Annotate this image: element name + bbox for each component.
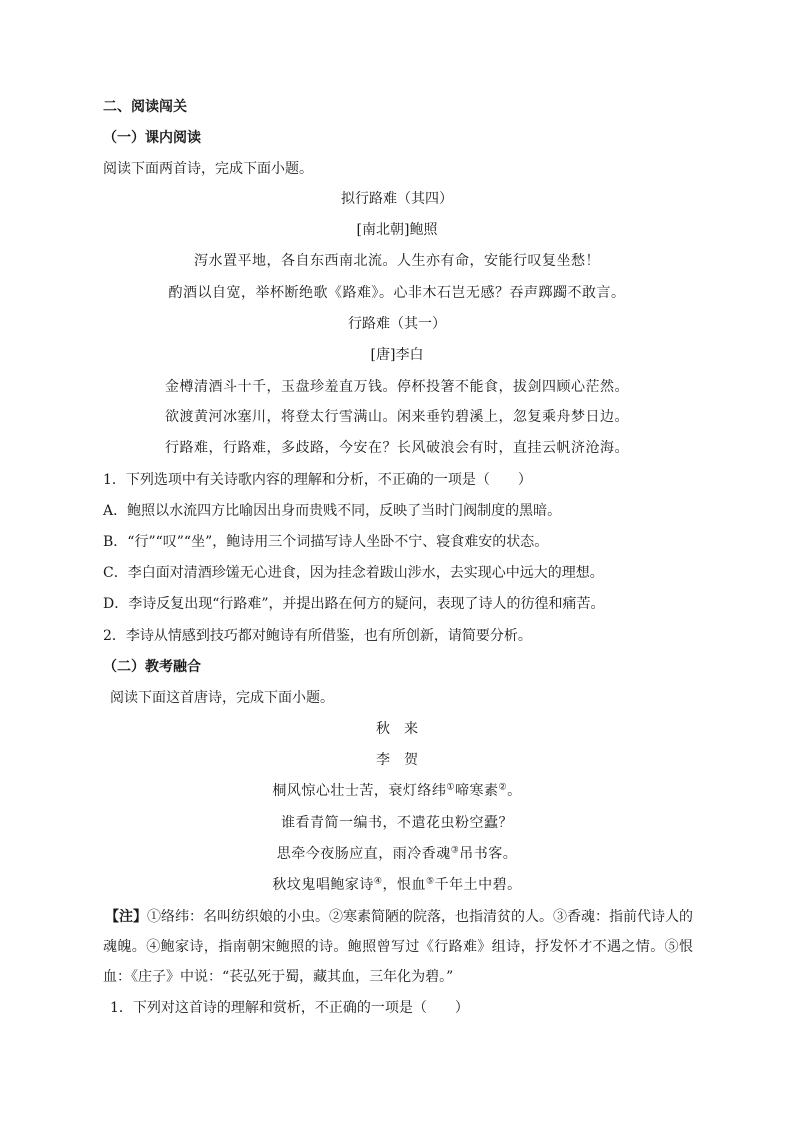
- poem1-line: 泻水置平地，各自东西南北流。人生亦有命，安能行叹复坐愁！: [194, 253, 600, 269]
- part2-heading: （二）教考融合: [103, 659, 201, 675]
- part1-heading: （一）课内阅读: [103, 130, 201, 146]
- section-title: 二、阅读闯关: [103, 99, 187, 115]
- footnote-marker: ①: [446, 782, 455, 793]
- option-b: B．“行”“叹”“坐”，鲍诗用三个词描写诗人坐卧不宁、寝食难安的状态。: [103, 534, 549, 550]
- poem3-line: 思牵今夜肠应直，雨冷香魂③吊书客。: [276, 845, 518, 862]
- poem3-author: 李 贺: [376, 752, 418, 768]
- poem1-title: 拟行路难（其四）: [341, 191, 453, 207]
- poem3-line: 秋坟鬼唱鲍家诗④，恨血⑤千年土中碧。: [272, 876, 522, 893]
- option-c: C．李白面对清酒珍馐无心进食，因为挂念着跋山涉水，去实现心中远大的理想。: [103, 565, 604, 581]
- poem3-line: 桐风惊心壮士苦，衰灯络纬①啼寒素②。: [272, 782, 522, 799]
- note-text: ①络纬：名叫纺织娘的小虫。②寒素简陋的院落，也指清贫的人。③香魂：指前代诗人的魂魄。④鲍家诗，指南朝宋鲍照的诗。鲍照曾写过《行路难》组诗，抒发怀才不遇之情。⑤恨血：《庄子》中说：“苌弘死于蜀，藏其血，三年化为碧。”: [103, 909, 693, 985]
- poem3-title: 秋 来: [376, 721, 418, 737]
- poem3-line: 谁看青简一编书，不遣花虫粉空蠹？: [281, 815, 513, 831]
- annotation-note: [103, 902, 693, 992]
- question-2: 2．李诗从情感到技巧都对鲍诗有所借鉴，也有所创新，请简要分析。: [103, 628, 532, 644]
- poem2-line: 欲渡黄河冰塞川，将登太行雪满山。闲来垂钓碧溪上，忽复乘舟梦日边。: [165, 409, 629, 425]
- footnote-marker: ②: [498, 782, 508, 793]
- poem2-title: 行路难（其一）: [348, 316, 446, 332]
- part2-instruction: 阅读下面这首唐诗，完成下面小题。: [110, 690, 334, 706]
- option-a: A．鲍照以水流四方比喻因出身而贵贱不同，反映了当时门阀制度的黑暗。: [103, 503, 562, 519]
- question-3: 1．下列对这首诗的理解和赏析，不正确的一项是（ ）: [110, 1000, 469, 1016]
- poem2-line: 行路难，行路难，多歧路，今安在？长风破浪会有时，直挂云帆济沧海。: [165, 440, 629, 456]
- part1-instruction: 阅读下面两首诗，完成下面小题。: [103, 161, 313, 177]
- poem2-line: 金樽清酒斗十千，玉盘珍羞直万钱。停杯投箸不能食，拔剑四顾心茫然。: [165, 379, 629, 395]
- footnote-marker: ⑤: [426, 876, 435, 887]
- poem1-line: 酌酒以自宽，举杯断绝歌《路难》。心非木石岂无感？吞声踯躅不敢言。: [168, 285, 626, 301]
- footnote-marker: ④: [373, 876, 383, 887]
- note-label: 【注】: [105, 909, 147, 925]
- poem2-author: [唐]李白: [370, 347, 424, 363]
- footnote-marker: ③: [450, 845, 460, 856]
- question-1: 1．下列选项中有关诗歌内容的理解和分析，不正确的一项是（ ）: [103, 472, 532, 488]
- poem1-author: [南北朝]鲍照: [356, 222, 438, 238]
- option-d: D．李诗反复出现“行路难”，并提出路在何方的疑问，表现了诗人的彷徨和痛苦。: [103, 596, 605, 612]
